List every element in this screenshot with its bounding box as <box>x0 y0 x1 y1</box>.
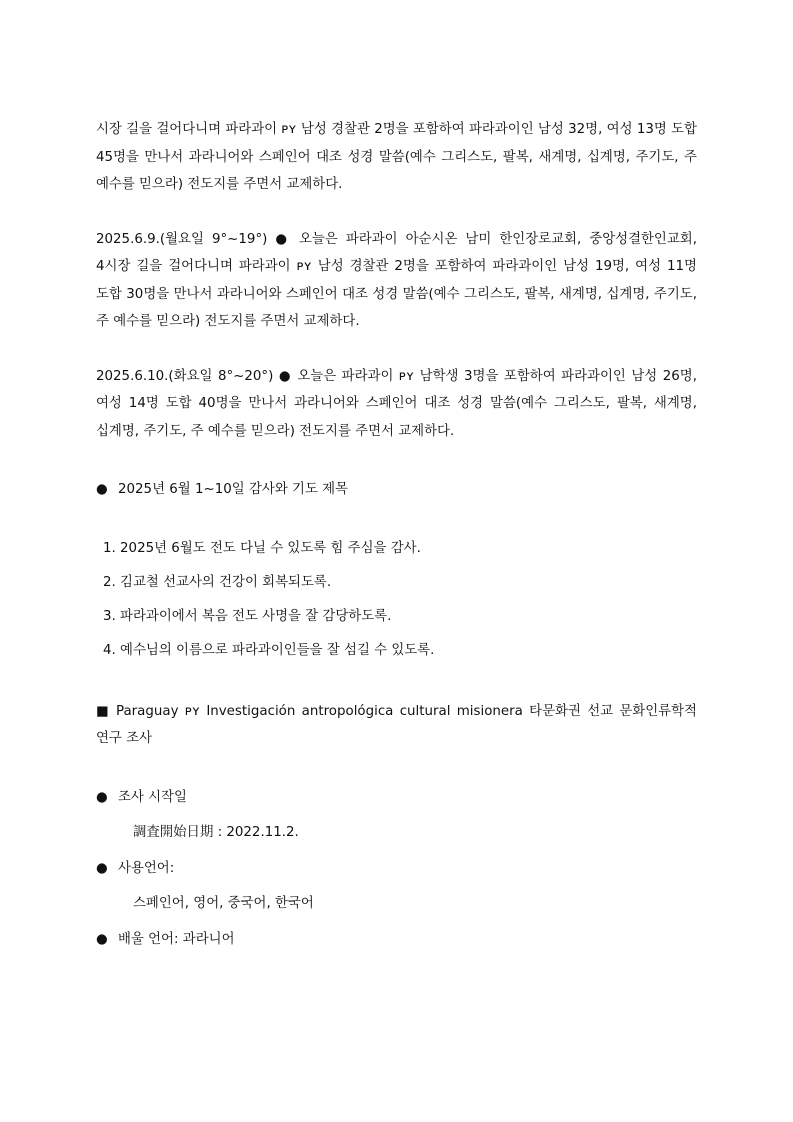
detail-start-date-label: ● 조사 시작일 <box>96 784 697 812</box>
diary-paragraph-3: 2025.6.10.(화요일 8°~20°) ● 오늘은 파라과이 ᴘʏ 남학생 3명을 포함하여 파라과이인 남성 26명, 여성 14명 도합 40명을 만나서 과라니어와 스페인어 대조 성경 말씀(예수 그리스도, 팔복, 새계명, 십계명, 주기도, 주 예수를 믿으라) 전도지를 주면서 교제하다. <box>96 368 697 439</box>
detail-languages-label: ● 사용언어: <box>96 855 697 883</box>
prayer-item-4: 4. 예수님의 이름으로 파라과이인들을 잘 섬길 수 있도록. <box>103 642 435 658</box>
bullet-icon: ● <box>96 482 108 497</box>
diary-paragraph-1: 시장 길을 걸어다니며 파라과이 ᴘʏ 남성 경찰관 2명을 포함하여 파라과이인 남성 32명, 여성 13명 도합 45명을 만나서 과라니어와 스페인어 대조 성경 말씀(예수 그리스도, 팔복, 새계명, 십계명, 주기도, 주 예수를 믿으라) 전도지를 주면서 교제하다. <box>96 122 697 192</box>
prayer-item-1: 1. 2025년 6월도 전도 다닐 수 있도록 힘 주심을 감사. <box>103 540 421 556</box>
detail-start-date-value: 調査開始日期 : 2022.11.2. <box>133 825 299 840</box>
research-heading <box>96 698 697 753</box>
bullet-icon: ● <box>96 931 108 947</box>
detail-learn-language: ● 배울 언어: 과라니어 <box>96 926 697 954</box>
research-title: Paraguay ᴘʏ Investigación antropológica cultural misionera 타문화권 선교 문화인류학적 연구 조사 <box>96 703 697 746</box>
prayer-item-2: 2. 김교철 선교사의 건강이 회복되도록. <box>103 574 332 590</box>
bullet-icon: ● <box>96 789 108 805</box>
prayer-item-3: 3. 파라과이에서 복음 전도 사명을 잘 감당하도록. <box>103 608 392 624</box>
prayer-list <box>96 535 697 665</box>
square-bullet-icon: ■ <box>96 703 109 719</box>
prayer-heading <box>96 476 697 504</box>
prayer-title: 2025년 6월 1~10일 감사와 기도 제목 <box>118 482 349 497</box>
diary-paragraph-2: 2025.6.9.(월요일 9°~19°) ● 오늘은 파라과이 아순시온 남미 한인장로교회, 중앙성결한인교회, 4시장 길을 걸어다니며 파라과이 ᴘʏ 남성 경찰관 2명을 포함하여 파라과이인 남성 19명, 여성 11명 도합 30명을 만나서 과라니어와 스페인어 대조 성경 말씀(예수 그리스도, 팔복, 새계명, 십계명, 주기도, 주 예수를 믿으라) 전도지를 주면서 교제하다. <box>96 231 697 329</box>
bullet-icon: ● <box>96 860 108 876</box>
detail-languages-value: 스페인어, 영어, 중국어, 한국어 <box>133 896 314 911</box>
